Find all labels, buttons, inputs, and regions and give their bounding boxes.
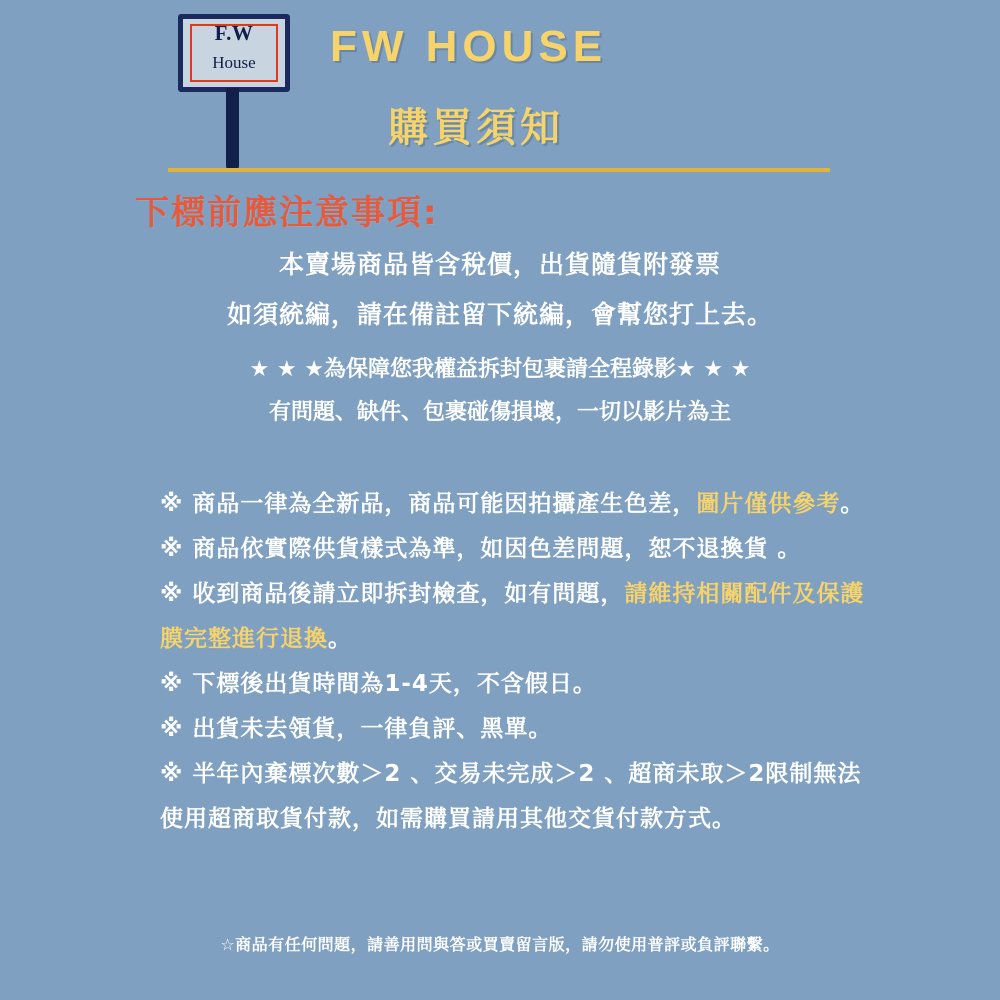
rule-text: 下標後出貨時間為1-4天，不含假日。	[183, 671, 597, 697]
rule-text: 商品依實際供貨樣式為準，如因色差問題，恕不退換貨 。	[183, 536, 802, 562]
intro-line-1: 本賣場商品皆含稅價，出貨隨貨附發票	[278, 250, 721, 279]
logo-fw-text: F.W	[214, 21, 254, 45]
rule-marker: ※	[160, 581, 184, 607]
rule-highlight: 圖片僅供參考	[696, 491, 841, 517]
intro-block	[0, 248, 1000, 426]
rule-marker: ※	[160, 761, 184, 787]
rule-marker: ※	[160, 671, 184, 697]
rule-text: 出貨未去領貨，一律負評、黑單。	[183, 716, 553, 742]
rules-list	[160, 482, 880, 842]
rule-item	[160, 752, 880, 842]
logo	[168, 8, 298, 168]
rule-item	[160, 482, 880, 527]
notice-title: 下標前應注意事項:	[135, 193, 439, 233]
rule-text-after: 。	[328, 626, 352, 652]
brand-title: FW HOUSE	[330, 22, 608, 71]
brand-subtitle: 購買須知	[388, 105, 564, 151]
logo-pole	[226, 88, 239, 170]
intro-line-3: ★ ★ ★為保障您我權益拆封包裹請全程錄影★ ★ ★	[249, 357, 751, 382]
rule-text-after: 。	[840, 491, 865, 517]
rule-item	[160, 572, 880, 662]
rule-marker: ※	[160, 536, 184, 562]
logo-signboard	[178, 14, 290, 92]
rule-text: 商品一律為全新品，商品可能因拍攝產生色差，	[183, 491, 697, 517]
intro-line-2: 如須統編，請在備註留下統編，會幫您打上去。	[226, 300, 773, 329]
rule-text: 收到商品後請立即拆封檢查，如有問題，	[183, 581, 625, 607]
rule-item	[160, 662, 880, 707]
rule-highlight: 請維持相關配件及保護膜完整進行退換	[160, 581, 865, 652]
rule-marker: ※	[160, 491, 184, 517]
rule-text: 半年內棄標次數＞2 、交易未完成＞2 、超商未取＞2限制無法使用超商取貨付款，如需購買請用其他交貨付款方式。	[160, 761, 862, 832]
footer-note: ☆商品有任何問題，請善用問與答或買賣留言版，請勿使用普評或負評聯繫。	[220, 935, 780, 954]
rule-item	[160, 707, 880, 752]
rule-item	[160, 527, 880, 572]
intro-line-4: 有問題、缺件、包裹碰傷損壞，一切以影片為主	[268, 400, 731, 425]
divider	[168, 168, 830, 172]
logo-house-text: House	[212, 53, 256, 72]
rule-marker: ※	[160, 716, 184, 742]
